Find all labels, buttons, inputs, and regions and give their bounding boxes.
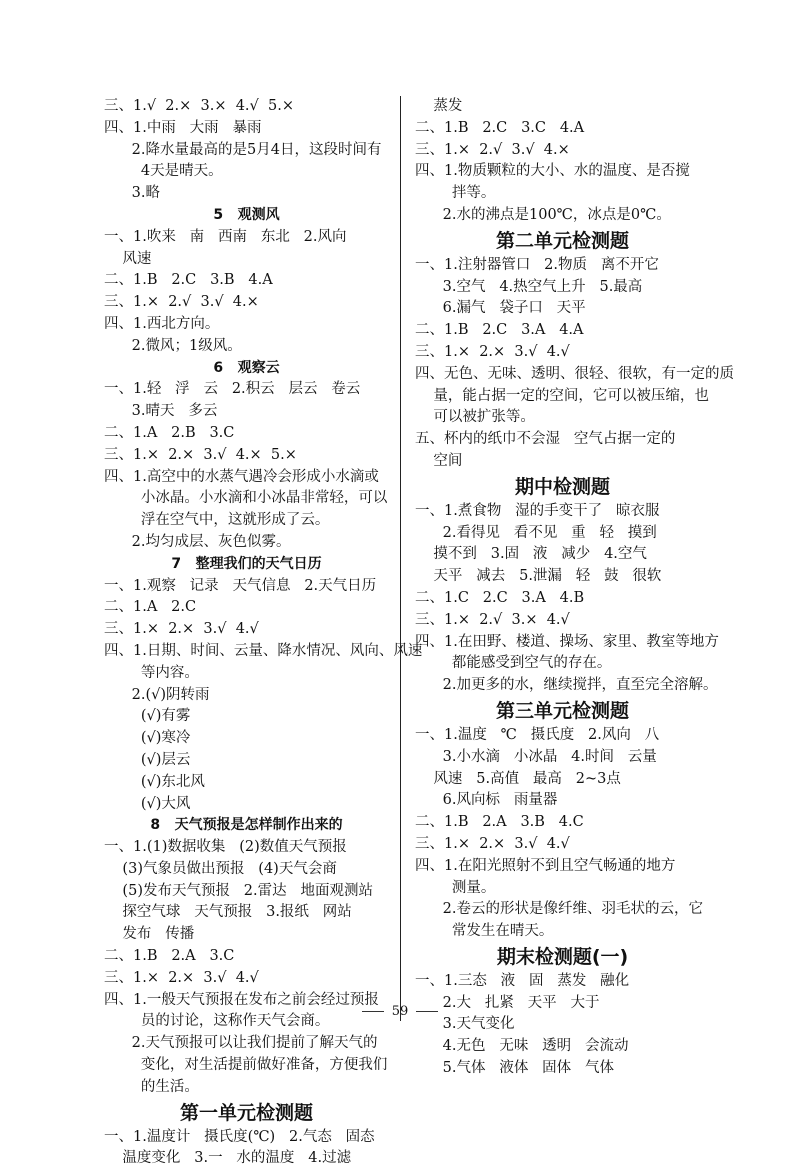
answer-line: 3.略: [104, 185, 160, 202]
answer-line: 天平 减去 5.泄漏 轻 鼓 很软: [415, 568, 662, 585]
answer-line: 2.均匀成层、灰色似雾。: [104, 533, 291, 550]
answer-line: 发布 传播: [104, 926, 195, 943]
answer-line: 的生活。: [104, 1078, 199, 1095]
answer-line: 可以被扩张等。: [415, 409, 535, 426]
answer-line: (√)大风: [104, 795, 191, 812]
answer-line: 5.气体 液体 固体 气体: [415, 1060, 614, 1077]
answer-line: 一、1.煮食物 湿的手变干了 晾衣服: [415, 502, 660, 519]
answer-line: 员的讨论，这称作天气会商。: [104, 1013, 330, 1030]
answer-line: 温度变化 3.一 水的温度 4.过滤: [104, 1150, 352, 1167]
footer-rule-left: [362, 1011, 384, 1012]
answer-line: (3)气象员做出预报 (4)天气会商: [104, 860, 337, 877]
answer-line: 3.天气变化: [415, 1016, 515, 1033]
answer-line: 五、杯内的纸巾不会湿 空气占据一定的: [415, 431, 676, 448]
answer-line: 二、1.B 2.A 3.C: [104, 948, 235, 965]
answer-line: 三、1.× 2.× 3.√ 4.√: [415, 343, 570, 360]
answer-line: 四、1.物质颗粒的大小、水的温度、是否搅: [415, 163, 690, 180]
answer-line: 四、1.在田野、楼道、操场、家里、教室等地方: [415, 633, 719, 650]
test-heading: 第三单元检测题: [495, 699, 629, 722]
answer-line: 2.微风；1级风。: [104, 337, 242, 354]
answer-line: 四、1.日期、时间、云量、降水情况、风向、风速: [104, 642, 423, 659]
answer-line: 拌等。: [415, 185, 496, 202]
answer-line: 四、1.高空中的水蒸气遇冷会形成小水滴或: [104, 468, 379, 485]
page-footer: [0, 1004, 800, 1019]
answer-line: 二、1.A 2.C: [104, 599, 197, 616]
lesson-heading: 7 整理我们的天气日历: [171, 555, 322, 572]
answer-line: 4.无色 无味 透明 会流动: [415, 1038, 629, 1055]
answer-line: 四、无色、无味、透明、很轻、很软，有一定的质: [415, 365, 734, 382]
test-heading: 第一单元检测题: [179, 1101, 313, 1124]
answer-line: 常发生在晴天。: [415, 923, 554, 940]
answer-line: 四、1.一般天气预报在发布之前会经过预报: [104, 991, 379, 1008]
answer-line: 一、1.注射器管口 2.物质 离不开它: [415, 256, 659, 273]
answer-line: 二、1.B 2.C 3.B 4.A: [104, 272, 273, 289]
answer-line: 三、1.× 2.× 3.√ 4.× 5.×: [104, 446, 297, 463]
answer-line: 浮在空气中，这就形成了云。: [104, 512, 330, 529]
answer-line: (√)寒冷: [104, 730, 191, 747]
answer-line: 都能感受到空气的存在。: [415, 655, 612, 672]
answer-line: 2.降水量最高的是5月4日，这段时间有: [104, 141, 382, 158]
answer-line: 三、1.× 2.× 3.√ 4.√: [104, 621, 259, 638]
lesson-heading: 8 天气预报是怎样制作出来的: [150, 817, 343, 834]
answer-line: 一、1.观察 记录 天气信息 2.天气日历: [104, 577, 377, 594]
lesson-heading: 5 观测风: [213, 206, 280, 223]
answer-line: 三、1.× 2.× 3.√ 4.√: [104, 969, 259, 986]
answer-line: 二、1.A 2.B 3.C: [104, 424, 235, 441]
answer-line: 三、1.× 2.√ 3.× 4.√: [415, 611, 570, 628]
answer-line: 三、1.× 2.√ 3.√ 4.×: [104, 294, 259, 311]
answer-line: 四、1.在阳光照射不到且空气畅通的地方: [415, 857, 676, 874]
answer-line: 二、1.B 2.C 3.C 4.A: [415, 119, 585, 136]
answer-line: 2.(√)阴转雨: [104, 686, 210, 703]
answer-line: 2.卷云的形状是像纤维、羽毛状的云，它: [415, 901, 703, 918]
answer-line: 二、1.B 2.A 3.B 4.C: [415, 814, 584, 831]
answer-line: 一、1.(1)数据收集 (2)数值天气预报: [104, 839, 347, 856]
answer-line: 一、1.轻 浮 云 2.积云 层云 卷云: [104, 381, 361, 398]
answer-line: 摸不到 3.固 液 减少 4.空气: [415, 546, 647, 563]
answer-line: 2.大 扎紧 天平 大于: [415, 994, 600, 1011]
answer-line: 蒸发: [415, 98, 463, 114]
answer-line: 一、1.吹来 南 西南 东北 2.风向: [104, 228, 347, 245]
answer-line: (√)东北风: [104, 773, 205, 790]
answer-line: 等内容。: [104, 664, 199, 681]
answer-line: 测量。: [415, 879, 496, 896]
test-heading: 期末检测题(一): [496, 945, 629, 968]
answer-line: 3.空气 4.热空气上升 5.最高: [415, 278, 643, 295]
answer-line: 风速: [104, 250, 152, 267]
answer-line: 四、1.西北方向。: [104, 315, 220, 332]
answer-line: 空间: [415, 452, 463, 469]
column-divider: [400, 96, 401, 1021]
answer-line: 一、1.温度计 摄氏度(℃) 2.气态 固态: [104, 1128, 375, 1145]
answer-line: (5)发布天气预报 2.雷达 地面观测站: [104, 882, 373, 899]
answer-line: (√)有雾: [104, 708, 191, 725]
answer-line: 小冰晶。小水滴和小冰晶非常轻，可以: [104, 490, 388, 507]
answer-line: 6.风向标 雨量器: [415, 792, 558, 809]
right-column: [415, 96, 734, 1080]
answer-line: 三、1.√ 2.× 3.× 4.√ 5.×: [104, 98, 294, 114]
answer-line: 2.看得见 看不见 重 轻 摸到: [415, 524, 657, 541]
answer-line: 一、1.三态 液 固 蒸发 融化: [415, 972, 630, 989]
lesson-heading: 6 观察云: [213, 359, 280, 376]
answer-line: (√)层云: [104, 751, 191, 768]
answer-line: 变化，对生活提前做好准备，方便我们: [104, 1057, 388, 1074]
footer-rule-right: [416, 1011, 438, 1012]
answer-line: 量，能占据一定的空间，它可以被压缩，也: [415, 387, 709, 404]
answer-line: 4天是晴天。: [104, 163, 223, 180]
answer-line: 风速 5.高值 最高 2~3点: [415, 770, 621, 787]
answer-line: 二、1.C 2.C 3.A 4.B: [415, 589, 585, 606]
answer-line: 3.晴天 多云: [104, 403, 218, 420]
answer-line: 探空气球 天气预报 3.报纸 网站: [104, 904, 352, 921]
page-number: 59: [391, 1004, 409, 1019]
answer-line: 三、1.× 2.× 3.√ 4.√: [415, 835, 570, 852]
answer-line: 二、1.B 2.C 3.A 4.A: [415, 322, 584, 339]
answer-line: 三、1.× 2.√ 3.√ 4.×: [415, 141, 570, 158]
test-heading: 第二单元检测题: [495, 229, 629, 252]
answer-line: 6.漏气 袋子口 天平: [415, 300, 586, 317]
answer-line: 2.水的沸点是100℃，冰点是0℃。: [415, 206, 671, 223]
answer-line: 一、1.温度 ℃ 摄氏度 2.风向 八: [415, 726, 660, 743]
answer-line: 四、1.中雨 大雨 暴雨: [104, 119, 262, 136]
answer-line: 2.加更多的水，继续搅拌，直至完全溶解。: [415, 677, 718, 694]
answer-line: 2.天气预报可以让我们提前了解天气的: [104, 1035, 378, 1052]
answer-line: 3.小水滴 小冰晶 4.时间 云量: [415, 748, 657, 765]
test-heading: 期中检测题: [514, 475, 610, 498]
